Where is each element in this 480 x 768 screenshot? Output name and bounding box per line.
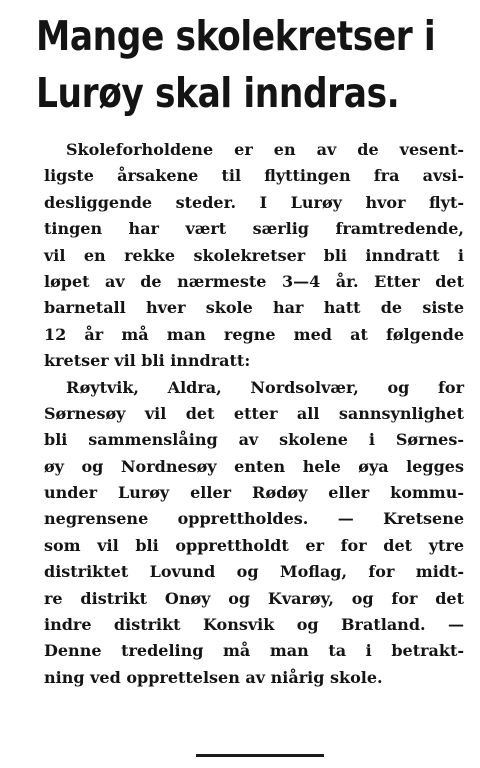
paragraph-1 <box>44 137 464 375</box>
text-line: ning ved opprettelsen av niårig skole. <box>44 667 383 687</box>
text-line: indre distrikt Konsvik og Bratland. — <box>44 615 464 635</box>
text-line: tingen har vært særlig framtredende, <box>44 219 464 239</box>
paragraph-2 <box>44 375 464 692</box>
text-line: kretser vil bli inndratt: <box>44 351 251 371</box>
text-line: Sørnesøy vil det etter all sannsynlighet <box>44 403 464 423</box>
text-line: Røytvik, Aldra, Nordsolvær, og for <box>66 377 464 397</box>
article-body <box>44 137 464 691</box>
text-line: barnetall hver skole har hatt de siste <box>44 298 464 318</box>
text-line: under Lurøy eller Rødøy eller kommu- <box>44 483 464 503</box>
headline-line: Lurøy skal inndras. <box>36 69 400 117</box>
text-line: 12 år må man regne med at følgende <box>44 324 464 344</box>
text-line: Denne tredeling må man ta i betrakt- <box>44 641 464 661</box>
text-line: ligste årsakene til flyttingen fra avsi- <box>44 166 464 186</box>
text-line: Skoleforholdene er en av de vesent- <box>66 140 464 159</box>
text-line: re distrikt Onøy og Kvarøy, og for det <box>44 588 464 608</box>
text-line: negrensene opprettholdes. — Kretsene <box>44 509 464 529</box>
text-line: vil en rekke skolekretser bli inndratt i <box>44 245 464 265</box>
text-line: løpet av de nærmeste 3—4 år. Etter det <box>44 271 464 291</box>
headline-line: Mange skolekretser i <box>36 12 436 60</box>
text-line: distriktet Lovund og Moflag, for midt- <box>44 562 464 582</box>
text-line: øy og Nordnesøy enten hele øya legges <box>44 456 464 476</box>
headline <box>36 8 436 122</box>
text-line: bli sammenslåing av skolene i Sørnes- <box>44 430 464 450</box>
end-rule-divider <box>196 754 324 757</box>
text-line: som vil bli opprettholdt er for det ytre <box>44 535 464 555</box>
text-line: desliggende steder. I Lurøy hvor flyt- <box>44 192 464 212</box>
